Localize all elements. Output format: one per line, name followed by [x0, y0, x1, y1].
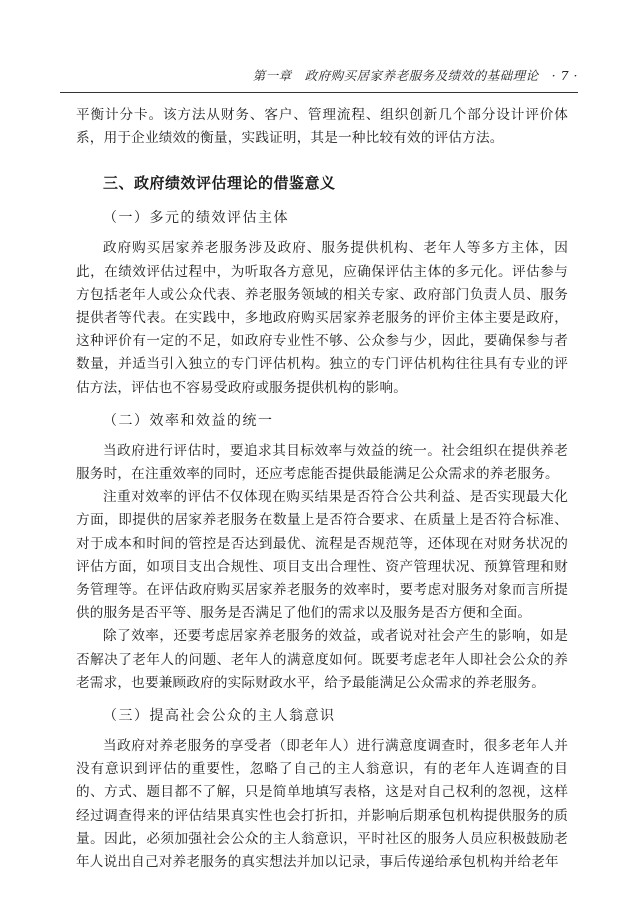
paragraph-1: 政府购买居家养老服务涉及政府、服务提供机构、老年人等多方主体，因此，在绩效评估过程中，为听取各方意见，应确保评估主体的多元化。评估参与方包括老年人或公众代表、养老服务领域的相关专家、政府部门负责人员、服务提供者等代表。在实践中，多地政府购买居家养老服务的评价主体主要是政府，这种评价有一定的不足，如政府专业性不够、公众参与少，因此，要确保参与者数量，并适当引入独立的专门评估机构。独立的专门评估机构往往具有专业的评估方法，评估也不容易受政府或服务提供机构的影响。	[76, 240, 568, 396]
header-rule	[60, 92, 578, 93]
section-heading: 三、政府绩效评估理论的借鉴意义	[103, 174, 336, 193]
page-body	[76, 104, 568, 874]
paragraph-2: 当政府进行评估时，要追求其目标效率与效益的统一。社会组织在提供养老服务时，在注重效率的同时，还应考虑能否提供最能满足公众需求的养老服务。	[76, 442, 568, 483]
running-header: 第一章 政府购买居家养老服务及绩效的基础理论 · 7 ·	[252, 68, 578, 83]
subsection-heading-2: （二）效率和效益的统一	[103, 412, 274, 429]
paragraph-3: 注重对效率的评估不仅体现在购买结果是否符合公共利益、是否实现最大化方面，即提供的居家养老服务在数量上是否符合要求、在质量上是否符合标准、对于成本和时间的管控是否达到最优、流程是否规范等，还体现在对财务状况的评估方面，如项目支出合规性、项目支出合理性、资产管理状况、预算管理和财务管理等。在评估政府购买居家养老服务的效率时，要考虑对服务对象而言所提供的服务是否平等、服务是否满足了他们的需求以及服务是否方便和全面。	[76, 489, 568, 622]
subsection-heading-3: （三）提高社会公众的主人翁意识	[103, 708, 336, 725]
paragraph-continued: 平衡计分卡。该方法从财务、客户、管理流程、组织创新几个部分设计评价体系，用于企业绩效的衡量，实践证明，其是一种比较有效的评估方法。	[76, 107, 568, 147]
paragraph-5: 当政府对养老服务的享受者（即老年人）进行满意度调查时，很多老年人并没有意识到评估的重要性，忽略了自己的主人翁意识，有的老年人连调查的目的、方式、题目都不了解，只是简单地填写表格，这是对自己权利的忽视，这样经过调查得来的评估结果真实性也会打折扣，并影响后期承包机构提供服务的质量。因此，必须加强社会公众的主人翁意识，平时社区的服务人员应积极鼓励老年人说出自己对养老服务的真实想法并加以记录，事后传递给承包机构并给老年	[76, 738, 568, 871]
subsection-heading-1: （一）多元的绩效评估主体	[103, 210, 289, 227]
paragraph-4: 除了效率，还要考虑居家养老服务的效益，或者说对社会产生的影响，如是否解决了老年人的问题、老年人的满意度如何。既要考虑老年人即社会公众的养老需求，也要兼顾政府的实际财政水平，给予最能满足公众需求的养老服务。	[76, 628, 568, 691]
